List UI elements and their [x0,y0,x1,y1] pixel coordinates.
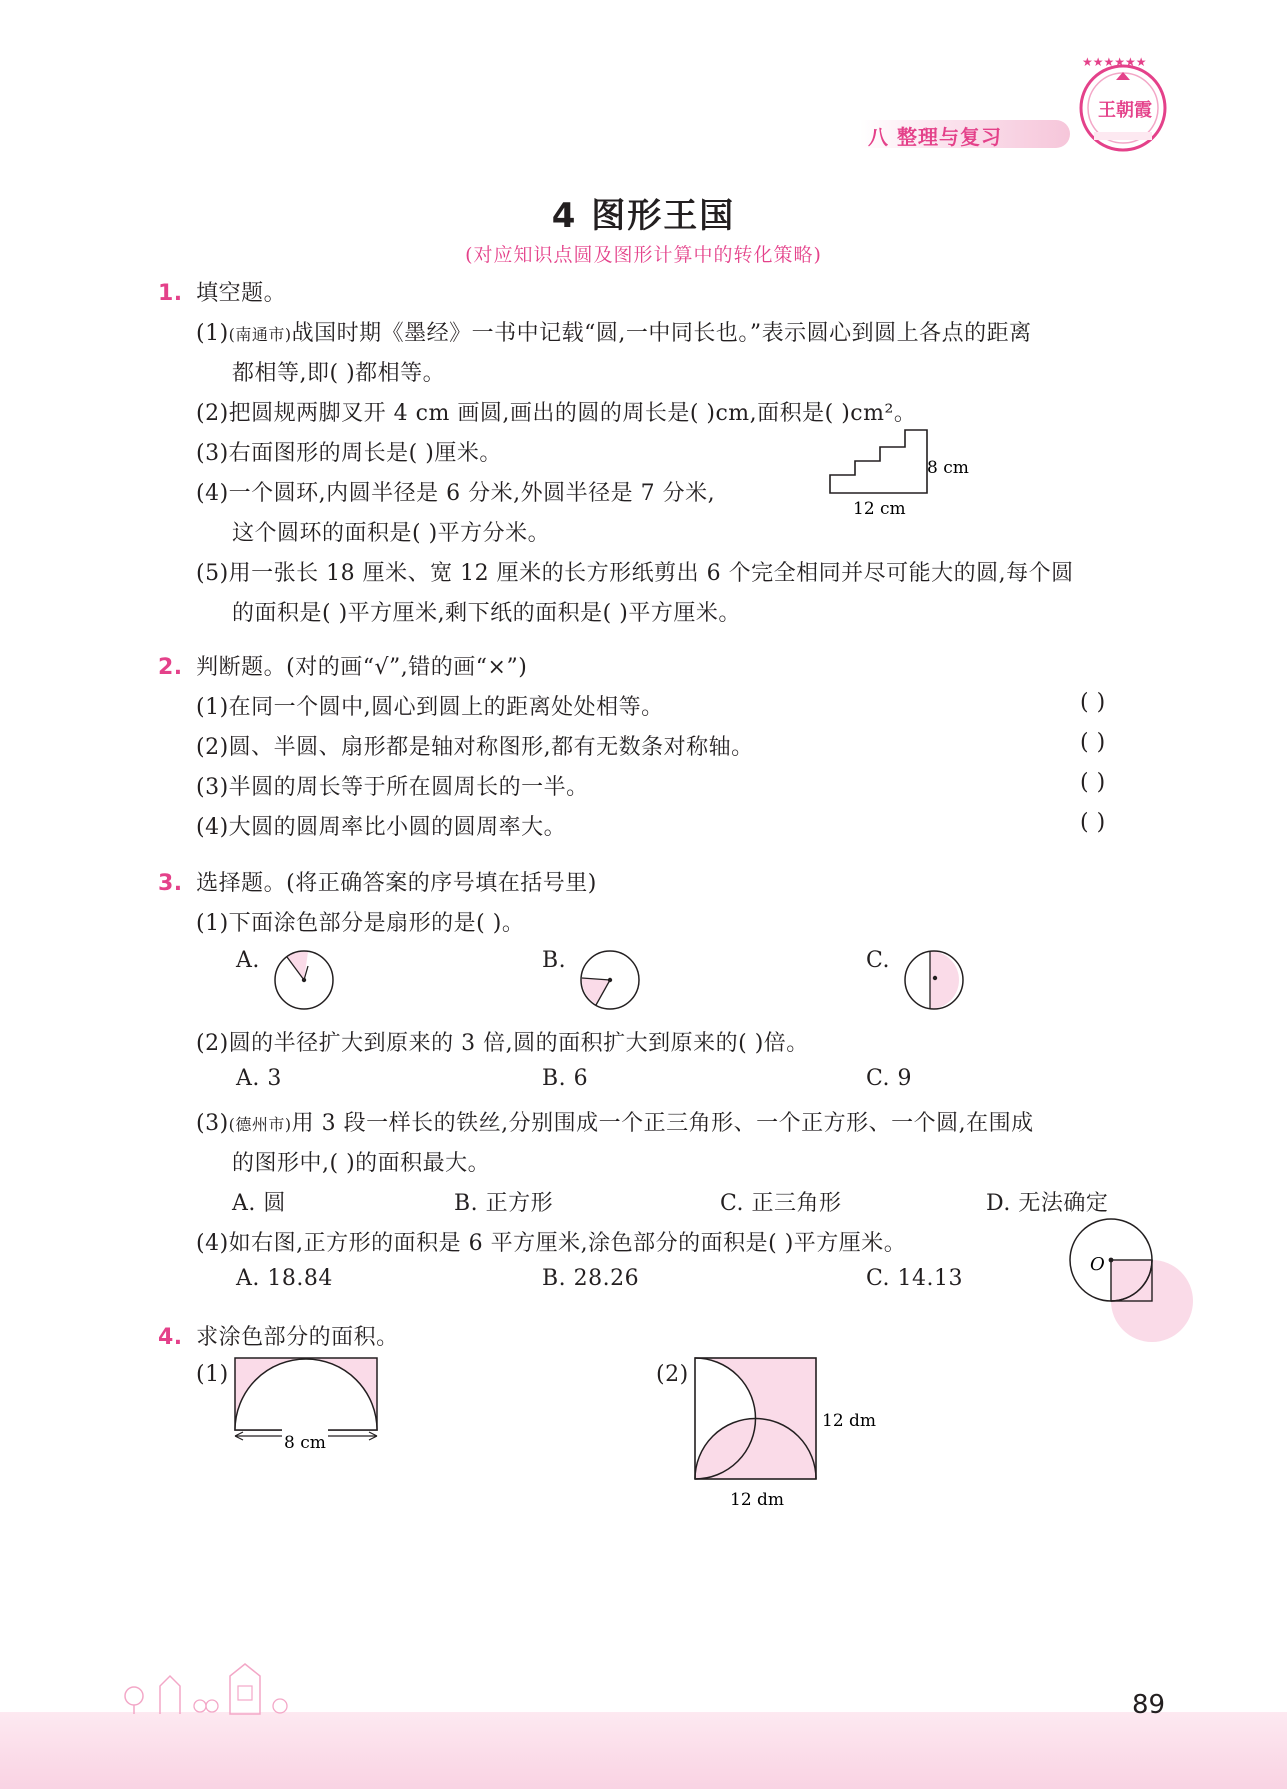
q1-part1-text: 战国时期《墨经》一书中记载“圆,一中同长也。”表示圆心到圆上各点的距离 [291,321,1032,346]
q1-part4-line2: 这个圆环的面积是( )平方分米。 [232,521,551,546]
q3-sub3-option-b: B. 正方形 [454,1191,554,1216]
q3-sub1-option-b: B. [542,948,567,973]
q4-number: 4. [158,1325,183,1350]
q3-heading [158,866,597,897]
circle-figure-b [578,948,642,1012]
q1-part2: (2)把圆规两脚叉开 4 cm 画圆,画出的圆的周长是( )cm,面积是( )cm²。 [196,401,917,426]
square-arcs-figure [692,1355,877,1510]
q3-title: 选择题。(将正确答案的序号填在括号里) [196,871,597,896]
footer-band [0,1712,1287,1789]
q3-sub4: (4)如右图,正方形的面积是 6 平方厘米,涂色部分的面积是( )平方厘米。 [196,1231,907,1256]
page-number: 89 [1132,1690,1166,1720]
q3-sub2-option-c: C. 9 [866,1066,913,1091]
q1-part5-line1: (5)用一张长 18 厘米、宽 12 厘米的长方形纸剪出 6 个完全相同并尽可能大的圆,每个圆 [196,561,1074,586]
q2-title: 判断题。(对的画“√”,错的画“×”) [196,655,528,680]
q3-sub1-option-a: A. [236,948,260,973]
q3-sub4-option-b: B. 28.26 [542,1266,640,1291]
circle-square-figure [1062,1218,1162,1308]
q2-item-2: (2)圆、半圆、扇形都是轴对称图形,都有无数条对称轴。 [196,735,754,760]
q3-sub3-line1 [196,1106,1034,1137]
q1-part4-line1: (4)一个圆环,内圆半径是 6 分米,外圆半径是 7 分米, [196,481,716,506]
svg-text:王朝霞: 王朝霞 [1098,100,1152,121]
q3-sub3-text: 用 3 段一样长的铁丝,分别围成一个正三角形、一个正方形、一个圆,在围成 [291,1111,1034,1136]
q2-item-3: (3)半圆的周长等于所在圆周长的一半。 [196,775,589,800]
q2-answer-blank-2[interactable]: ( ) [1080,730,1106,755]
circle-figure-a [272,948,336,1012]
q3-sub3-option-a: A. 圆 [232,1191,286,1216]
center-o-label: O [1090,1254,1105,1275]
q1-part1-number: (1) [196,321,229,346]
square-bottom-label: 12 dm [730,1490,785,1510]
q3-number: 3. [158,871,183,896]
q1-part3: (3)右面图形的周长是( )厘米。 [196,441,502,466]
q3-sub4-option-a: A. 18.84 [236,1266,333,1291]
q1-part1-line1 [196,316,1032,347]
q4-title: 求涂色部分的面积。 [196,1325,399,1350]
page-subtitle: (对应知识点圆及图形计算中的转化策略) [465,244,822,266]
q3-sub3-option-c: C. 正三角形 [720,1191,842,1216]
q3-sub4-option-c: C. 14.13 [866,1266,964,1291]
q3-sub3-number: (3) [196,1111,229,1136]
stair-height-label: 8 cm [927,458,969,478]
q1-title: 填空题。 [196,281,287,306]
q2-heading [158,650,527,681]
q3-sub1: (1)下面涂色部分是扇形的是( )。 [196,911,525,936]
brand-logo [1068,50,1178,160]
semicircle-rectangle-figure [232,1356,382,1458]
q2-item-1: (1)在同一个圆中,圆心到圆上的距离处处相等。 [196,695,664,720]
semicircle-width-label: 8 cm [284,1433,326,1453]
q4-fig1-label: (1) [196,1362,229,1387]
q1-part1-line2: 都相等,即( )都相等。 [232,361,446,386]
q3-sub2-option-b: B. 6 [542,1066,589,1091]
q3-sub2: (2)圆的半径扩大到原来的 3 倍,圆的面积扩大到原来的( )倍。 [196,1031,809,1056]
q4-heading [158,1320,399,1351]
q1-number: 1. [158,281,183,306]
q3-sub2-option-a: A. 3 [236,1066,282,1091]
q2-number: 2. [158,655,183,680]
q2-answer-blank-4[interactable]: ( ) [1080,810,1106,835]
q1-part1-source: (南通市) [228,325,292,344]
q3-sub3-option-d: D. 无法确定 [986,1191,1109,1216]
q2-item-4: (4)大圆的圆周率比小圆的圆周率大。 [196,815,567,840]
footer-decoration [120,1646,300,1716]
q3-sub3-source: (德州市) [228,1115,292,1134]
staircase-figure [825,425,995,525]
stair-width-label: 12 cm [853,499,906,519]
square-side-label: 12 dm [822,1411,877,1431]
q1-part5-line2: 的面积是( )平方厘米,剩下纸的面积是( )平方厘米。 [232,601,741,626]
page-title: 4 图形王国 [551,196,736,236]
section-label: 八 整理与复习 [868,125,1002,149]
circle-figure-c [902,948,966,1012]
q4-fig2-label: (2) [656,1362,689,1387]
q3-sub3-line2: 的图形中,( )的面积最大。 [232,1151,491,1176]
svg-text:★★★★★★: ★★★★★★ [1082,55,1147,69]
q2-answer-blank-3[interactable]: ( ) [1080,770,1106,795]
q1-heading [158,276,286,307]
q2-answer-blank-1[interactable]: ( ) [1080,690,1106,715]
q3-sub1-option-c: C. [866,948,891,973]
